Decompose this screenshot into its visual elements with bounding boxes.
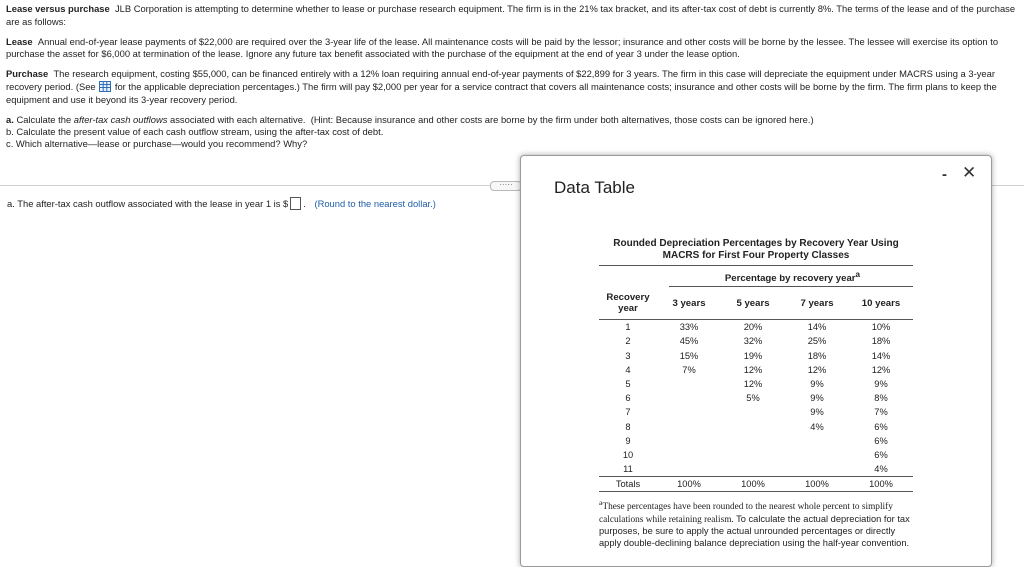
- part-a-text2: associated with each alternative.: [170, 113, 306, 125]
- percentage-cell: 20%: [743, 322, 763, 333]
- col-7yr: 7 years: [800, 297, 834, 309]
- dialog-title: Data Table: [554, 178, 635, 197]
- purchase-text-2: for the applicable depreciation percentages.) The firm will pay $2,000 per year for a service contract that covers all maintenance costs; insurance and other costs will be borne by the firm. The firm plans to keep the equipment and use it beyond its 3-year recovery period.: [6, 80, 997, 105]
- table-row: [599, 377, 913, 391]
- table-row: [599, 320, 913, 334]
- table-row: [599, 349, 913, 363]
- table-body: [599, 320, 913, 476]
- footnote-sans: To calculate the actual depreciation for tax purposes, be sure to apply the actual unrounded percentages or directly apply double-declining balance depreciation using the half-year convention.: [599, 513, 910, 549]
- recovery-year-cell: 4: [625, 364, 631, 375]
- percentage-cell: 33%: [679, 322, 699, 333]
- percentage-cell: 6%: [874, 435, 888, 446]
- recovery-year-cell: 5: [625, 379, 631, 390]
- close-button[interactable]: ✕: [962, 163, 977, 182]
- part-a-hint: (Hint: Because insurance and other costs are borne by the firm under both alternatives, those costs can be ignored here.): [310, 113, 814, 125]
- percentage-cell: 6%: [874, 449, 888, 460]
- question-text: a. The after-tax cash outflow associated with the lease in year 1 is $: [7, 198, 289, 209]
- recovery-year-cell: 10: [622, 449, 634, 460]
- percentage-cell: 8%: [874, 393, 888, 404]
- col-recovery: Recovery year: [606, 292, 650, 315]
- table-row: [599, 420, 913, 434]
- parts-list: [6, 114, 1018, 151]
- percentage-cell: 19%: [743, 350, 763, 361]
- lease-paragraph: [6, 36, 1018, 62]
- percentage-cell: 45%: [679, 336, 699, 347]
- percentage-cell: 9%: [810, 393, 824, 404]
- percentage-cell: 4%: [874, 464, 888, 475]
- data-table-dialog: [520, 155, 992, 567]
- problem-title: Lease versus purchase: [6, 3, 110, 14]
- table-title-line2: MACRS for First Four Property Classes: [662, 250, 850, 261]
- rule-top: [599, 265, 913, 266]
- part-a: [6, 114, 1018, 126]
- percentage-cell: 14%: [871, 350, 891, 361]
- col-5yr: 5 years: [736, 297, 770, 309]
- answer-input[interactable]: [290, 197, 301, 210]
- footnote-serif: These percentages have been rounded to the nearest whole percent to simplify calculations while retaining realism.: [599, 502, 893, 525]
- round-hint: (Round to the nearest dollar.): [314, 198, 436, 209]
- recovery-year-cell: 2: [625, 336, 631, 347]
- percentage-cell: 32%: [743, 336, 763, 347]
- percentage-cell: 5%: [746, 393, 760, 404]
- pct-header: [599, 270, 860, 284]
- recovery-year-cell: 6: [625, 393, 631, 404]
- header-row: [599, 287, 913, 319]
- recovery-year-cell: 9: [625, 435, 631, 446]
- percentage-cell: 12%: [743, 364, 763, 375]
- percentage-cell: 12%: [871, 364, 891, 375]
- percentage-cell: 7%: [874, 407, 888, 418]
- intro-paragraph: [6, 3, 1018, 29]
- pct-header-sup: a: [855, 270, 860, 279]
- minimize-button[interactable]: -: [942, 166, 947, 183]
- percentage-cell: 14%: [807, 322, 827, 333]
- part-c: c. Which alternative—lease or purchase—would you recommend? Why?: [6, 138, 308, 150]
- recovery-year-cell: 8: [625, 421, 631, 432]
- table-row: [599, 462, 913, 476]
- percentage-cell: 6%: [874, 421, 888, 432]
- table-row: [599, 363, 913, 377]
- recovery-year-cell: 1: [625, 322, 631, 333]
- table-title-line1: Rounded Depreciation Percentages by Recovery Year Using: [613, 238, 899, 249]
- table-row: [599, 334, 913, 348]
- pct-header-text: Percentage by recovery year: [724, 273, 856, 285]
- table-row: [599, 391, 913, 405]
- question-prompt: a. The after-tax cash outflow associated with the lease in year 1 is $ . (Round to the nearest dollar.): [7, 198, 436, 209]
- total-cell: 100%: [869, 479, 893, 490]
- percentage-cell: 10%: [871, 322, 891, 333]
- lease-text: Annual end-of-year lease payments of $22,000 are required over the 3-year life of the lease. All maintenance costs will be paid by the lessor; insurance and other costs will be borne by the lessee. The lessee will exercise its option to purchase the asset for $6,000 at termination of the lease. Ignore any future tax benefit associated with the purchase of the equipment at the end of year 3 under the lease option.: [6, 35, 999, 60]
- total-cell: 100%: [805, 479, 829, 490]
- recovery-year-cell: 7: [625, 407, 631, 418]
- percentage-cell: 15%: [679, 350, 699, 361]
- part-a-label: a.: [6, 113, 14, 125]
- part-b: b. Calculate the present value of each cash outflow stream, using the after-tax cost of debt.: [6, 125, 384, 137]
- part-a-text: Calculate the: [16, 113, 72, 125]
- totals-row: [599, 477, 913, 491]
- percentage-cell: 9%: [810, 407, 824, 418]
- purchase-label: Purchase: [6, 68, 49, 80]
- totals-label: Totals: [615, 479, 641, 490]
- total-cell: 100%: [677, 479, 701, 490]
- percentage-cell: 9%: [810, 379, 824, 390]
- problem-statement: [6, 3, 1018, 151]
- percentage-cell: 25%: [807, 336, 827, 347]
- table-row: [599, 434, 913, 448]
- footnote: [599, 492, 913, 550]
- expand-handle[interactable]: ·····: [490, 181, 522, 191]
- percentage-cell: 7%: [682, 364, 696, 375]
- part-a-italic: after-tax cash outflows: [73, 113, 168, 125]
- table-title: [599, 238, 913, 262]
- col-3yr: 3 years: [672, 297, 706, 309]
- data-table-icon[interactable]: [99, 81, 111, 92]
- percentage-cell: 9%: [874, 379, 888, 390]
- percentage-cell: 18%: [807, 350, 827, 361]
- purchase-paragraph: [6, 68, 1018, 106]
- macrs-table: [599, 238, 913, 551]
- table-row: [599, 405, 913, 419]
- percentage-cell: 12%: [743, 379, 763, 390]
- recovery-year-cell: 11: [623, 464, 633, 475]
- percentage-cell: 12%: [807, 364, 827, 375]
- total-cell: 100%: [741, 479, 765, 490]
- col-10yr: 10 years: [861, 297, 901, 309]
- percentage-cell: 4%: [810, 421, 824, 432]
- purchase-text-1: The research equipment, costing $55,000, can be financed entirely with a 12% loan requiring annual end-of-year payments of $22,899 for 3 years. The firm in this case will depreciate the equipment under MACRS using a 3-year recovery period. (See: [6, 68, 995, 92]
- intro-text: JLB Corporation is attempting to determine whether to lease or purchase research equipment. The firm is in the 21% tax bracket, and its after-tax cost of debt is currently 8%. The terms of the lease and of the purchase are as follows:: [6, 3, 1016, 27]
- table-row: [599, 448, 913, 462]
- lease-label: Lease: [6, 35, 33, 47]
- footnote-mark: a: [599, 498, 603, 508]
- percentage-cell: 18%: [871, 336, 891, 347]
- recovery-year-cell: 3: [625, 350, 631, 361]
